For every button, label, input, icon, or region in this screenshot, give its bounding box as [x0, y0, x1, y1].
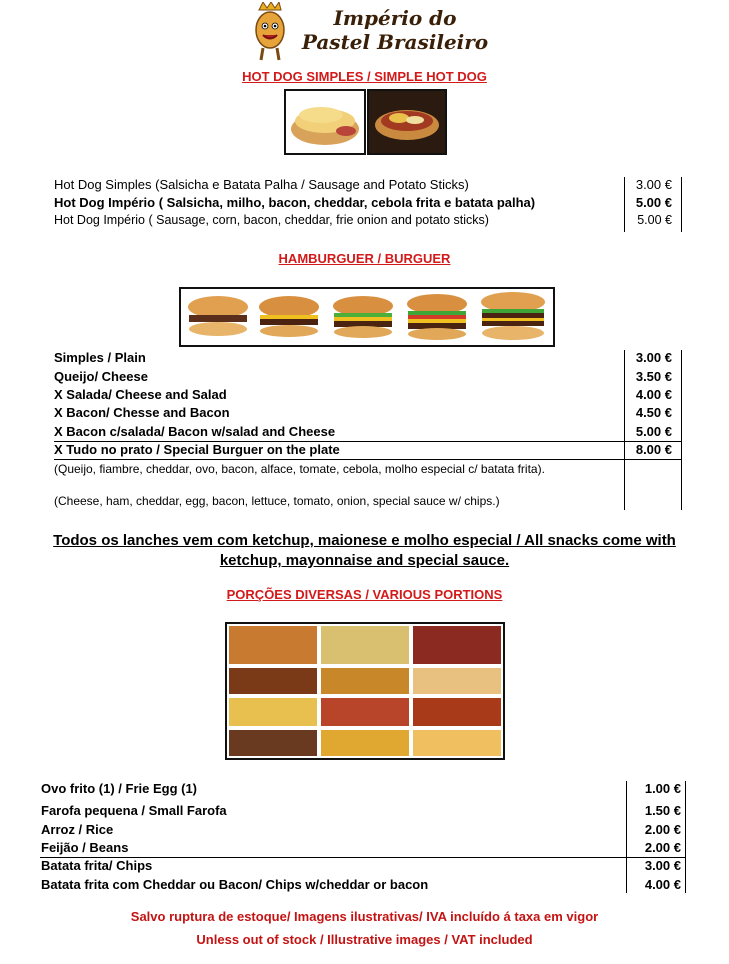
menu-item-row: [41, 822, 681, 840]
menu-item-row: [54, 424, 684, 442]
item-price: 4.00 €: [644, 877, 681, 892]
item-price: 3.00 €: [644, 858, 681, 873]
menu-item-row: [54, 213, 684, 231]
pastry-mascot-icon: [249, 2, 289, 62]
item-price: 2.00 €: [644, 840, 681, 855]
footer-disclaimer-en: Unless out of stock / Illustrative images / VAT included: [196, 932, 533, 947]
logo-text: [295, 6, 495, 54]
item-price: 8.00 €: [635, 442, 672, 457]
menu-item-row: [54, 177, 684, 195]
item-price: 2.00 €: [644, 822, 681, 837]
special-burger-description-pt: (Queijo, fiambre, cheddar, ovo, bacon, alface, tomate, cebola, molho especial c/ batata frita).: [54, 462, 545, 476]
item-name: X Tudo no prato / Special Burguer on the plate: [54, 442, 340, 457]
hotdog-imperio-photo: [367, 89, 447, 155]
item-name: Feijão / Beans: [41, 840, 129, 855]
item-name: Simples / Plain: [54, 350, 146, 365]
menu-item-row: [54, 405, 684, 423]
item-name: Farofa pequena / Small Farofa: [41, 803, 227, 818]
hotdog-simple-photo: [284, 89, 366, 155]
item-name: Hot Dog Império ( Salsicha, milho, bacon, cheddar, cebola frita e batata palha): [54, 195, 536, 210]
menu-item-row: [41, 877, 681, 895]
menu-item-row: [41, 803, 681, 821]
item-price: 5.00 €: [635, 195, 672, 210]
portions-photo-collage: [225, 622, 505, 760]
logo-line1: Império do: [333, 6, 457, 30]
snacks-condiments-note: Todos os lanches vem com ketchup, maionese e molho especial / All snacks come with ketchup, mayonnaise and special sauce.: [53, 532, 676, 569]
item-price: 4.00 €: [635, 387, 672, 402]
item-name: Batata frita com Cheddar ou Bacon/ Chips w/cheddar or bacon: [41, 877, 429, 892]
item-price: 3.00 €: [635, 350, 672, 365]
portions-table-border: [685, 781, 686, 893]
item-name: X Salada/ Cheese and Salad: [54, 387, 227, 402]
menu-item-row: [54, 387, 684, 405]
menu-item-row: [41, 781, 681, 799]
item-price: 5.00 €: [635, 424, 672, 439]
menu-item-row: [41, 858, 681, 876]
item-price: 5.00 €: [637, 213, 672, 227]
item-price: 3.00 €: [635, 177, 672, 192]
menu-item-row: [54, 369, 684, 387]
item-name: X Bacon c/salada/ Bacon w/salad and Cheese: [54, 424, 336, 439]
special-burger-description-en: (Cheese, ham, cheddar, egg, bacon, lettuce, tomato, onion, special sauce w/ chips.): [54, 494, 500, 508]
menu-item-row: [41, 840, 681, 858]
burgers-photo-strip: [179, 287, 555, 347]
item-name: X Bacon/ Chesse and Bacon: [54, 405, 230, 420]
item-name: Hot Dog Simples (Salsicha e Batata Palha / Sausage and Potato Sticks): [54, 177, 469, 192]
item-price: 3.50 €: [635, 369, 672, 384]
item-name: Batata frita/ Chips: [41, 858, 153, 873]
footer-disclaimer-pt: Salvo ruptura de estoque/ Imagens ilustrativas/ IVA incluído á taxa em vigor: [130, 909, 599, 924]
menu-item-row: [54, 350, 684, 368]
item-name: Arroz / Rice: [41, 822, 114, 837]
logo-line2: Pastel Brasileiro: [301, 30, 489, 54]
menu-item-row: [54, 195, 684, 213]
hotdog-section-title: HOT DOG SIMPLES / SIMPLE HOT DOG: [242, 69, 487, 84]
menu-item-row: [54, 442, 684, 460]
burger-section-title: HAMBURGUER / BURGUER: [278, 251, 451, 266]
item-name: Ovo frito (1) / Frie Egg (1): [41, 781, 198, 796]
restaurant-logo: [243, 2, 493, 64]
portions-section-title: PORÇÕES DIVERSAS / VARIOUS PORTIONS: [226, 587, 503, 602]
item-name: Queijo/ Cheese: [54, 369, 148, 384]
item-price: 4.50 €: [635, 405, 672, 420]
item-name: Hot Dog Império ( Sausage, corn, bacon, cheddar, frie onion and potato sticks): [54, 213, 489, 227]
item-price: 1.00 €: [644, 781, 681, 796]
item-price: 1.50 €: [644, 803, 681, 818]
